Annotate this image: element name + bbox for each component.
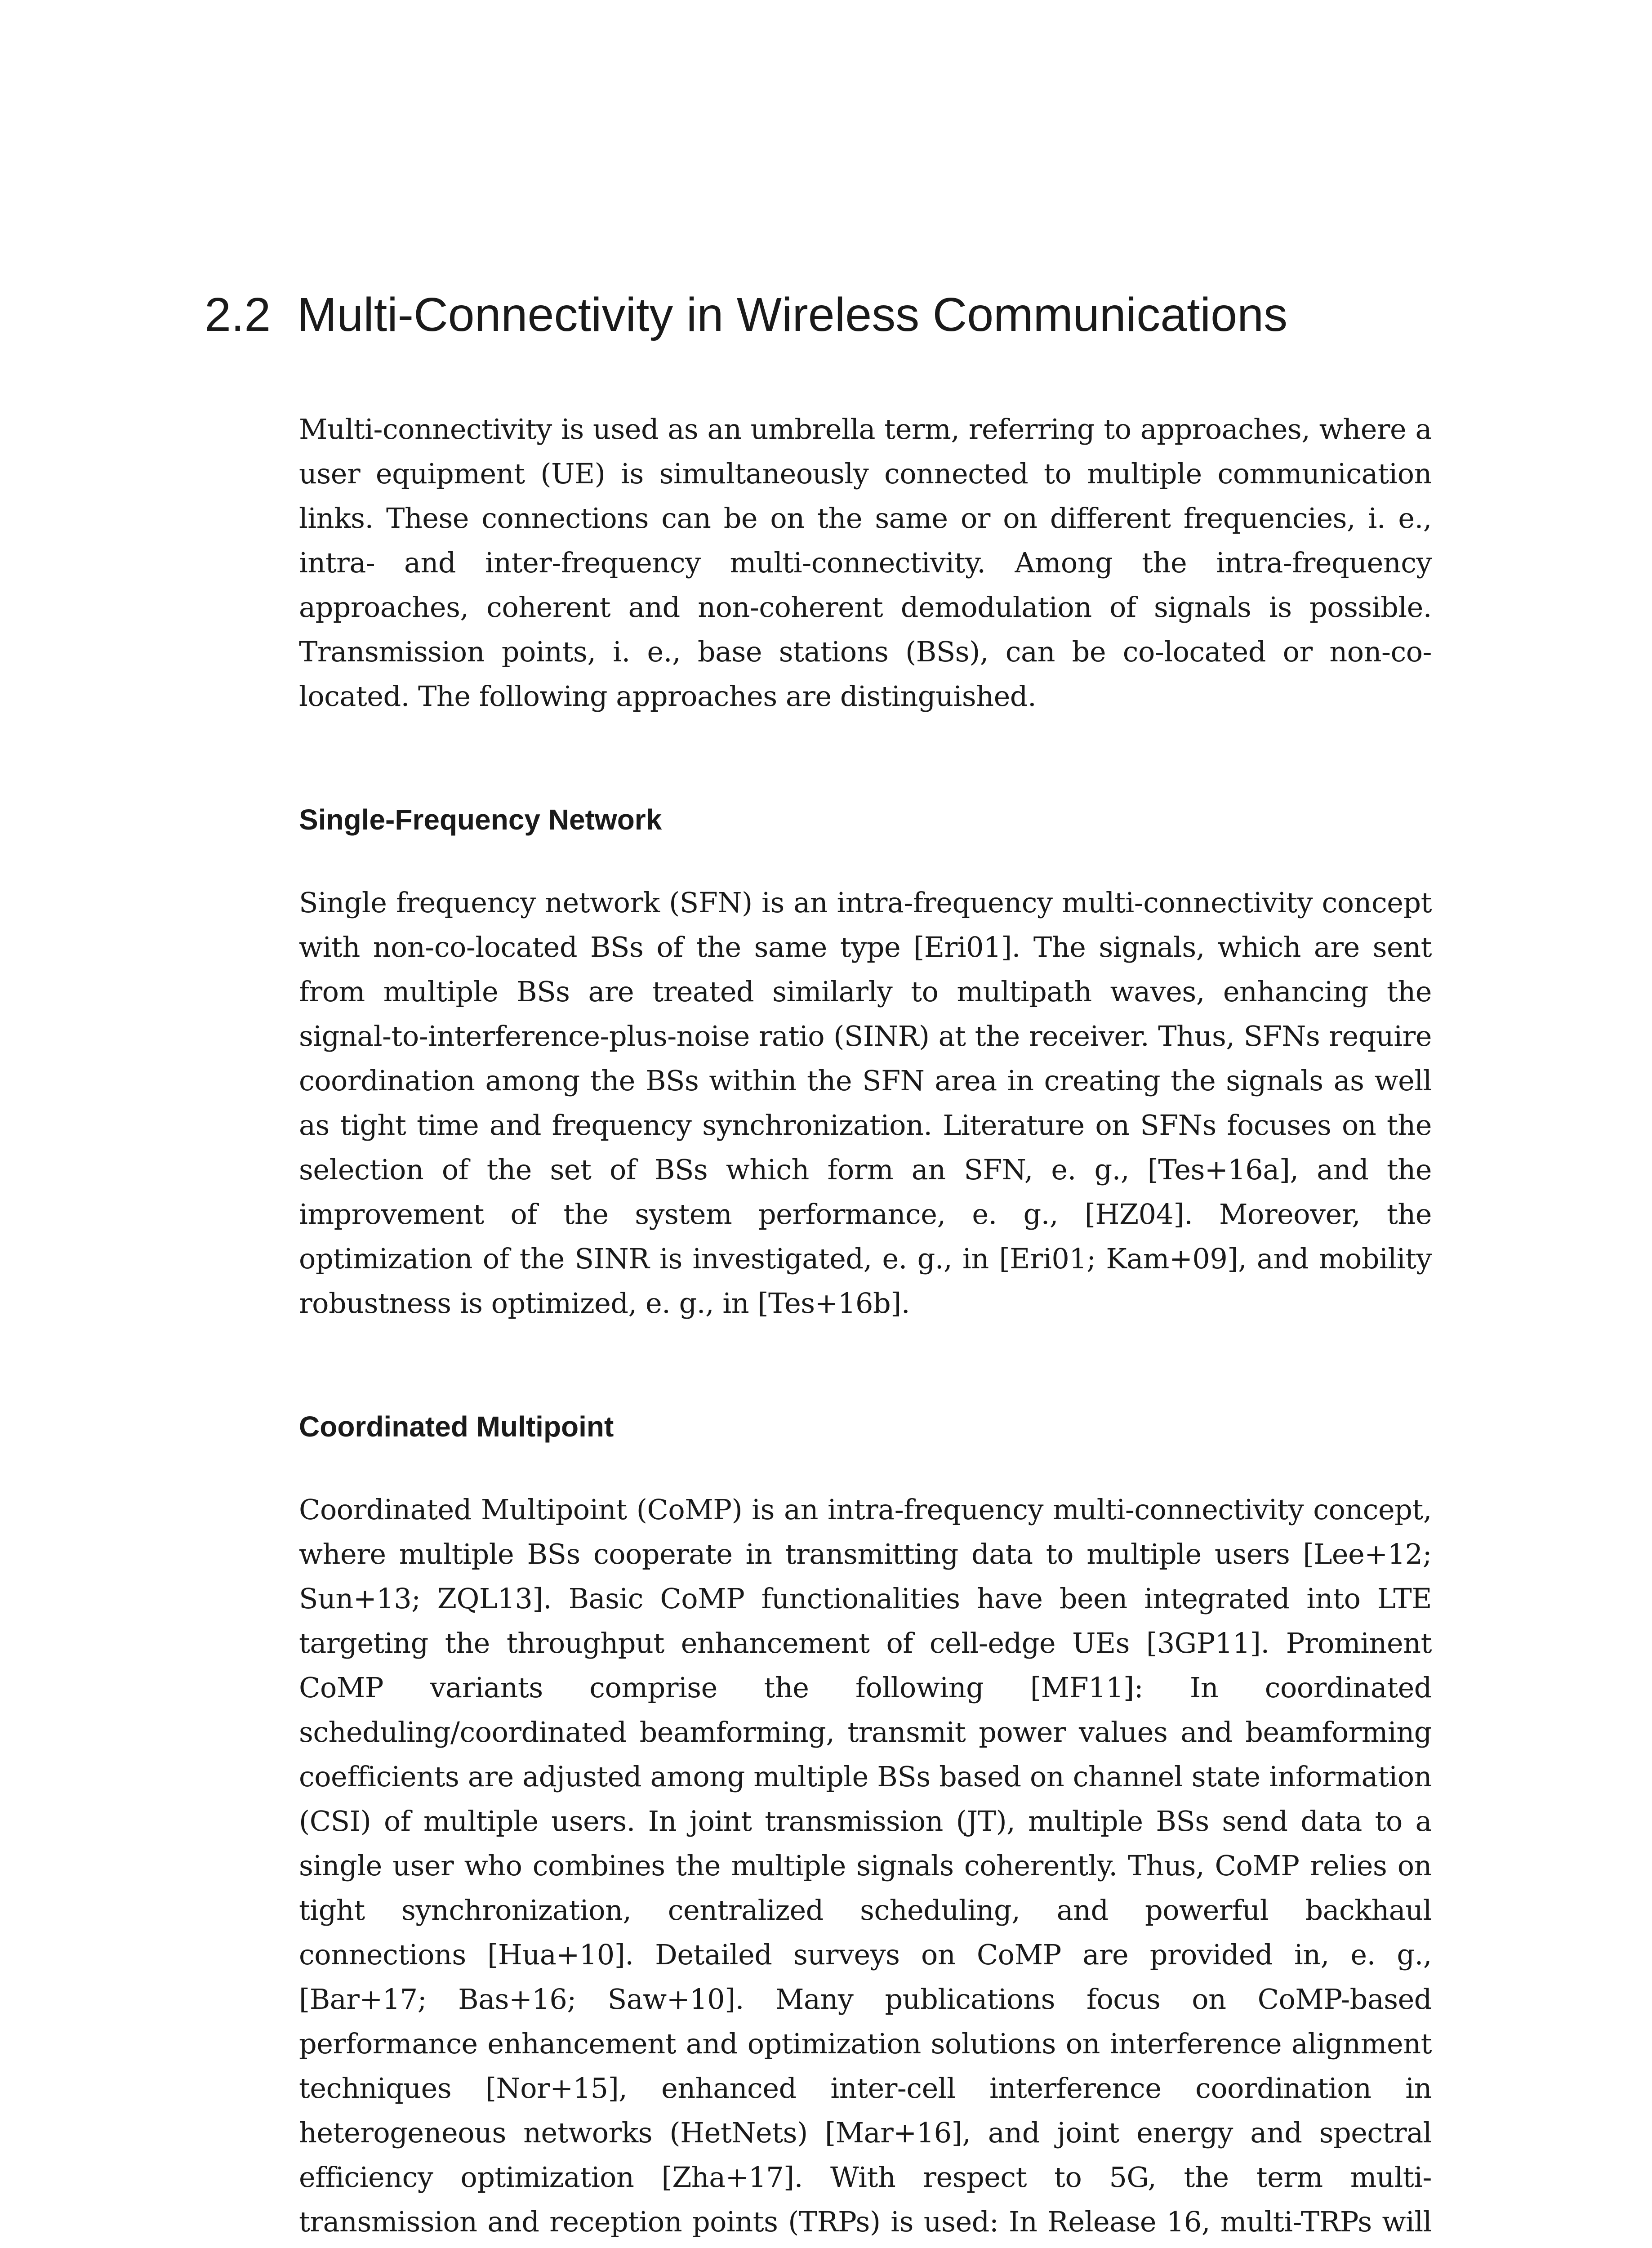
section-number: 2.2 [205,288,271,341]
intro-paragraph: Multi-connectivity is used as an umbrella term, referring to approaches, where a user equipment (UE) is simultaneously connected to multiple communication links. These connections can be on the same or on different frequencies, i. e., intra- and inter-frequency multi-connectivity. Among the intra-frequency approaches, coherent and non-coherent demodulation of signals is possible. Transmission points, i. e., base stations (BSs), can be co-located or non-co-located. The following approaches are distinguished. [299,413,1432,713]
comp-paragraph: Coordinated Multipoint (CoMP) is an intra-frequency multi-connectivity concept, where multiple BSs cooperate in transmitting data to multiple users [Lee+12; Sun+13; ZQL13]. Basic CoMP functionalities have been integrated into LTE targeting the throughput enhancement of cell-edge UEs [3GP11]. Prominent CoMP variants comprise the following [MF11]: In coordinated scheduling/coordinated beamforming, transmit power values and beamforming coefficients are adjusted among multiple BSs based on channel state information (CSI) of multiple users. In joint transmission (JT), multiple BSs send data to a single user who combines the multiple signals coherently. Thus, CoMP relies on tight synchronization, centralized scheduling, and powerful backhaul connections [Hua+10]. Detailed surveys on CoMP are provided in, e. g., [Bar+17; Bas+16; Saw+10]. Many publications focus on CoMP-based performance enhancement and optimization solutions on interference alignment techniques [Nor+15], enhanced inter-cell interference coordination in heterogeneous networks (HetNets) [Mar+16], and joint energy and spectral efficiency optimization [Zha+17]. With respect to 5G, the term multi-transmission and reception points (TRPs) is used: In Release 16, multi-TRPs will [299,1493,1432,2238]
subsection-heading-sfn: Single-Frequency Network [299,803,662,836]
sfn-paragraph: Single frequency network (SFN) is an intra-frequency multi-connectivity concept with non-co-located BSs of the same type [Eri01]. The signals, which are sent from multiple BSs are treated similarly to multipath waves, enhancing the signal-to-interference-plus-noise ratio (SINR) at the receiver. Thus, SFNs require coordination among the BSs within the SFN area in creating the signals as well as tight time and frequency synchronization. Literature on SFNs focuses on the selection of the set of BSs which form an SFN, e. g., [Tes+16a], and the improvement of the system performance, e. g., [HZ04]. Moreover, the optimization of the SINR is investigated, e. g., in [Eri01; Kam+09], and mobility robustness is optimized, e. g., in [Tes+16b]. [299,886,1432,1320]
body-content [299,407,1432,2248]
section-heading [205,288,1508,343]
subsection-heading-comp: Coordinated Multipoint [299,1410,614,1443]
section-title: Multi-Connectivity in Wireless Communications [297,288,1288,341]
